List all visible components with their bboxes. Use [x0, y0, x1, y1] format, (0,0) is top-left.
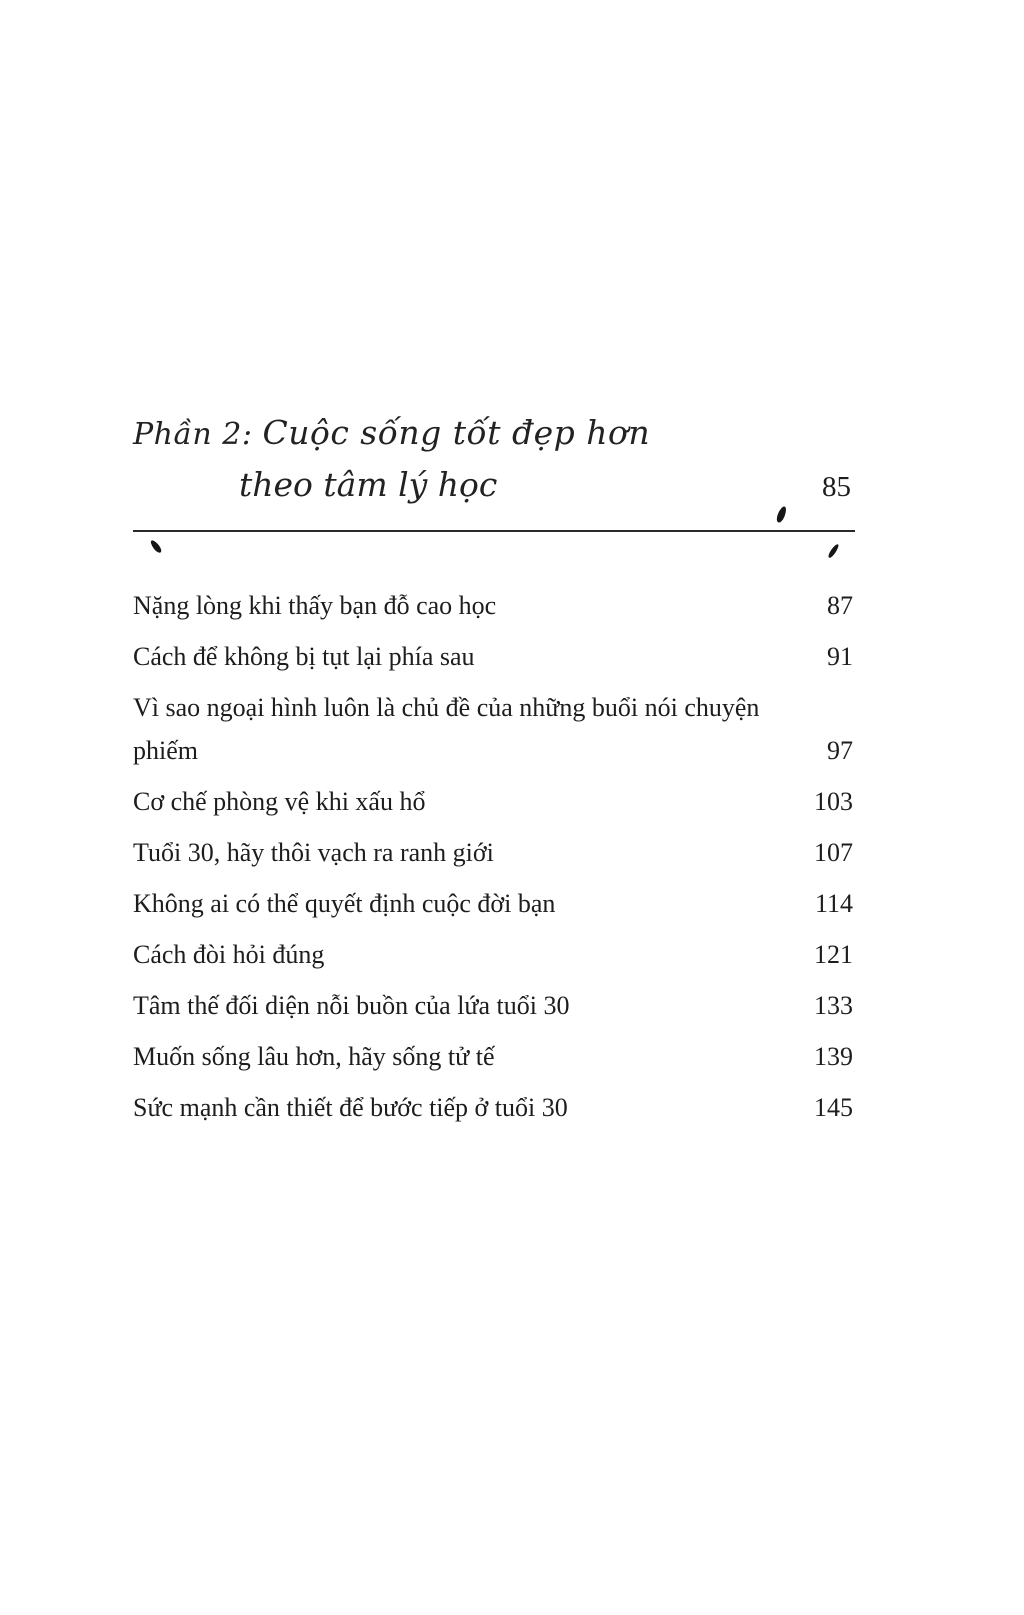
toc-entry-page-number: 145 — [814, 1093, 853, 1122]
toc-entry-page-number: 103 — [814, 787, 853, 816]
toc-entry-page-number: 139 — [814, 1042, 853, 1071]
toc-entry — [133, 635, 855, 678]
toc-entry-title: Cách đòi hỏi đúng — [133, 940, 325, 969]
toc-entry-title: Tuổi 30, hãy thôi vạch ra ranh giới — [133, 838, 494, 867]
section-header — [133, 410, 855, 510]
part-label: Phần 2: — [133, 417, 253, 452]
toc-entry-page-number: 107 — [814, 838, 853, 867]
section-header-line2 — [133, 462, 855, 510]
toc-entry — [133, 1035, 855, 1078]
toc-entry-title: Nặng lòng khi thấy bạn đỗ cao học — [133, 591, 497, 620]
toc-entry-page-number: 121 — [814, 940, 853, 969]
toc-entry — [133, 984, 855, 1027]
toc-entry-title: Tâm thế đối diện nỗi buồn của lứa tuổi 30 — [133, 991, 570, 1020]
toc-entry-page-number: 91 — [827, 642, 853, 671]
section-page-number: 85 — [822, 471, 851, 503]
toc-content — [133, 410, 855, 1137]
toc-entry — [133, 933, 855, 976]
toc-entry-title: Cơ chế phòng vệ khi xấu hổ — [133, 787, 426, 816]
section-title-line2: theo tâm lý học — [239, 465, 498, 504]
toc-entry-title: Cách để không bị tụt lại phía sau — [133, 642, 475, 671]
toc-entry-page-number: 114 — [814, 889, 853, 918]
toc-entry-title: Không ai có thể quyết định cuộc đời bạn — [133, 889, 556, 918]
toc-entry — [133, 1086, 855, 1129]
toc-entry — [133, 831, 855, 874]
toc-entry — [133, 584, 855, 627]
toc-entry-title: Sức mạnh cần thiết để bước tiếp ở tuổi 30 — [133, 1093, 568, 1122]
toc-entry-page-number: 87 — [827, 591, 853, 620]
divider-rule — [133, 530, 855, 532]
divider-area — [133, 530, 855, 532]
toc-entry-page-number: 97 — [827, 736, 853, 765]
toc-entry-title: Vì sao ngoại hình luôn là chủ đề của những buổi nói chuyện phiếm — [133, 693, 760, 765]
toc-entry-page-number: 133 — [814, 991, 853, 1020]
toc-entry-title: Muốn sống lâu hơn, hãy sống tử tế — [133, 1042, 495, 1071]
ink-drop-icon — [149, 539, 163, 555]
toc-entry — [133, 686, 855, 772]
toc-entry — [133, 780, 855, 823]
section-header-line1 — [133, 410, 855, 458]
toc-list — [133, 584, 855, 1129]
ink-drop-icon — [827, 543, 840, 559]
section-title-line1: Cuộc sống tốt đẹp hơn — [262, 413, 651, 452]
toc-entry — [133, 882, 855, 925]
